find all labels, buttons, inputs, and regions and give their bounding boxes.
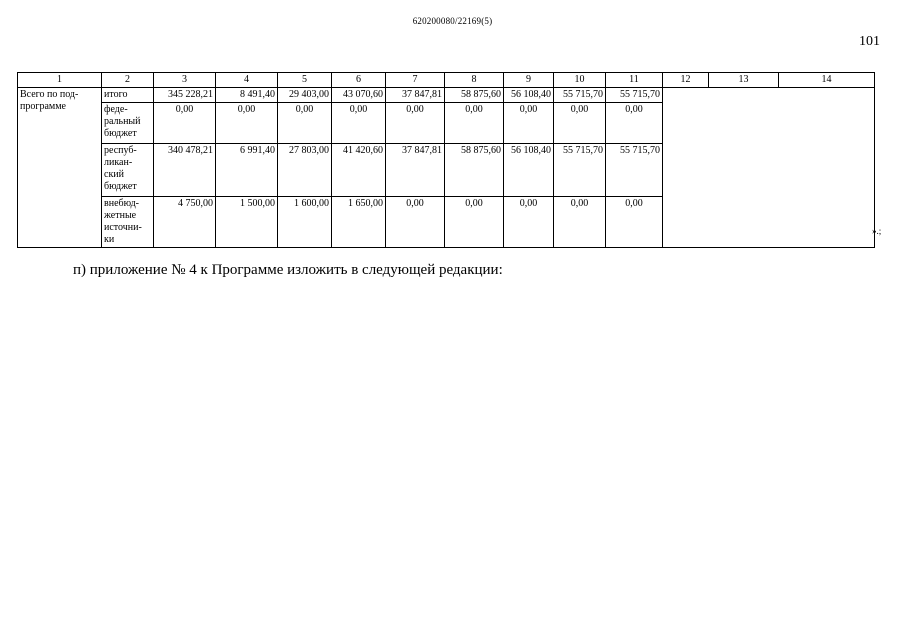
column-header: 11 <box>606 73 663 88</box>
table-cell: 56 108,40 <box>504 88 554 103</box>
table-cell: 0,00 <box>606 103 663 144</box>
column-header: 4 <box>216 73 278 88</box>
table-cell: 55 715,70 <box>606 88 663 103</box>
table-cell: 345 228,21 <box>154 88 216 103</box>
table-cell: 55 715,70 <box>554 88 606 103</box>
table-cell: 1 650,00 <box>332 197 386 248</box>
column-header: 7 <box>386 73 445 88</box>
table-cell: 37 847,81 <box>386 88 445 103</box>
table-cell: 0,00 <box>504 197 554 248</box>
table-cell: 43 070,60 <box>332 88 386 103</box>
row-label: внебюд-жетные источни-ки <box>102 197 154 248</box>
table-cell: 58 875,60 <box>445 144 504 197</box>
budget-table <box>17 72 875 248</box>
table-cell: 0,00 <box>386 197 445 248</box>
document-id: 620200080/22169(5) <box>412 16 493 26</box>
page-number: 101 <box>859 34 880 49</box>
table-cell: 0,00 <box>332 103 386 144</box>
table-cell: 0,00 <box>154 103 216 144</box>
table-cell: 41 420,60 <box>332 144 386 197</box>
body-paragraph: п) приложение № 4 к Программе изложить в следующей редакции: <box>73 262 503 278</box>
group-label: Всего по под-программе <box>18 88 102 248</box>
table-cell: 0,00 <box>445 103 504 144</box>
row-label: итого <box>102 88 154 103</box>
table-cell: 0,00 <box>386 103 445 144</box>
column-header: 14 <box>779 73 875 88</box>
table-cell: 1 600,00 <box>278 197 332 248</box>
table-cell: 0,00 <box>445 197 504 248</box>
column-header: 10 <box>554 73 606 88</box>
table-cell: 0,00 <box>216 103 278 144</box>
table-cell: 55 715,70 <box>606 144 663 197</box>
column-header: 8 <box>445 73 504 88</box>
table-cell: 340 478,21 <box>154 144 216 197</box>
table-row <box>18 88 875 103</box>
table-cell: 37 847,81 <box>386 144 445 197</box>
table-cell: 56 108,40 <box>504 144 554 197</box>
column-header: 6 <box>332 73 386 88</box>
column-header: 3 <box>154 73 216 88</box>
row-label: феде-ральный бюджет <box>102 103 154 144</box>
table-cell: 1 500,00 <box>216 197 278 248</box>
column-header: 2 <box>102 73 154 88</box>
table-header-row <box>18 73 875 88</box>
table-cell: 0,00 <box>278 103 332 144</box>
table-cell: 55 715,70 <box>554 144 606 197</box>
table-cell: 0,00 <box>504 103 554 144</box>
column-header: 1 <box>18 73 102 88</box>
column-header: 5 <box>278 73 332 88</box>
table-cell: 27 803,00 <box>278 144 332 197</box>
column-header: 9 <box>504 73 554 88</box>
table-cell: 29 403,00 <box>278 88 332 103</box>
table-cell: 8 491,40 <box>216 88 278 103</box>
table-cell: 0,00 <box>554 103 606 144</box>
closing-quote-mark: ».; <box>872 226 882 236</box>
table-cell: 0,00 <box>606 197 663 248</box>
table-cell: 4 750,00 <box>154 197 216 248</box>
table-cell: 6 991,40 <box>216 144 278 197</box>
row-label: респуб-ликан-ский бюджет <box>102 144 154 197</box>
table-cell: 58 875,60 <box>445 88 504 103</box>
column-header: 12 <box>663 73 709 88</box>
table-cell: 0,00 <box>554 197 606 248</box>
column-header: 13 <box>709 73 779 88</box>
empty-merged-cell <box>663 88 875 248</box>
